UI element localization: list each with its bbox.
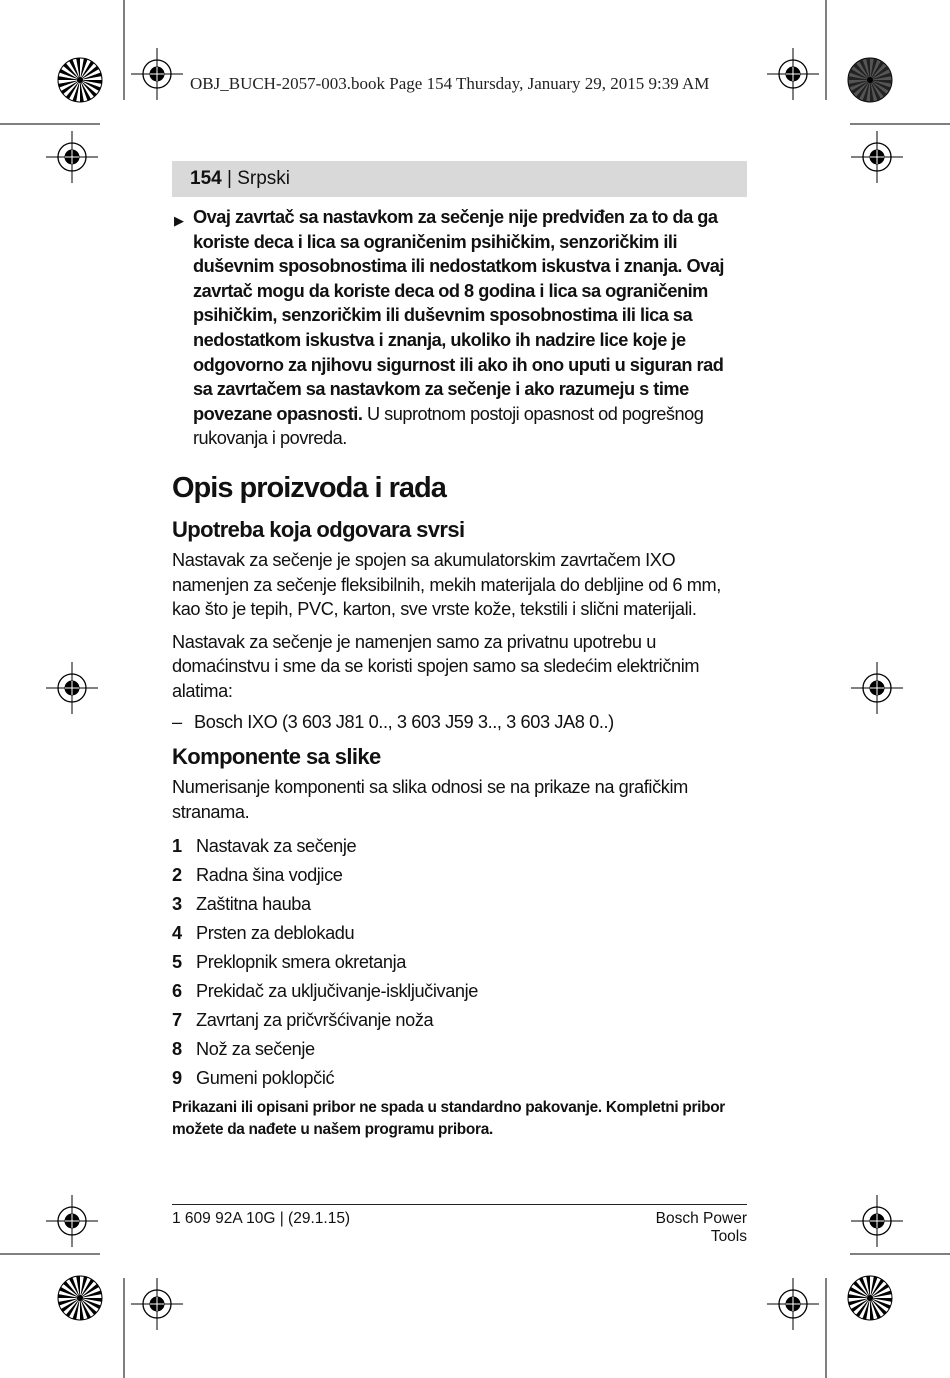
registration-crosshair-icon	[131, 48, 183, 100]
registration-crosshair-icon	[767, 1278, 819, 1330]
item-label: Zavrtanj za pričvršćivanje noža	[196, 1010, 434, 1031]
page-header	[172, 161, 747, 197]
registration-star-icon	[848, 1276, 892, 1320]
page-content	[172, 205, 747, 1141]
list-item	[172, 948, 747, 977]
item-number: 1	[172, 836, 182, 857]
item-number: 8	[172, 1039, 182, 1060]
item-number: 6	[172, 981, 182, 1002]
item-label: Prekidač za uključivanje-isključivanje	[196, 981, 478, 1002]
item-label: Preklopnik smera okretanja	[196, 952, 406, 973]
list-item	[172, 1035, 747, 1064]
registration-crosshair-icon	[46, 662, 98, 714]
registration-crosshair-icon	[851, 662, 903, 714]
intended-use-paragraph-2: Nastavak za sečenje je namenjen samo za privatnu upotrebu u domaćinstvu i sme da se koristi spojen samo sa sledećim električnim alatima:	[172, 631, 700, 701]
item-label: Gumeni poklopčić	[196, 1068, 335, 1089]
list-item	[172, 1064, 747, 1093]
item-number: 3	[172, 894, 182, 915]
tool-list-item	[172, 710, 747, 735]
footer-rule	[172, 1204, 747, 1205]
dash-bullet: –	[172, 711, 182, 732]
header-separator: |	[221, 168, 238, 189]
item-number: 7	[172, 1010, 182, 1031]
warning-bold-text: Ovaj zavrtač sa nastavkom za sečenje nije predviđen za to da ga koriste deca i lica sa ograničenim psihičkim, senzoričkim ili duševnim sposobnostima ili nedostatkom iskustva i znanja. Ovaj zavrtač mogu da koriste deca od 8 godina i lica sa ograničenim psihičkim, senzoričkim ili duševnim sposobnostima ili lica sa nedostatkom iskustva i znanja, ukoliko ih nadzire lice koje je odgovorno za njihovu sigurnost ili ako ih ono uputi u siguran rad sa zavrtačem sa nastavkom za sečenje i ako razumeju s time povezane opasnosti.	[193, 207, 724, 424]
page-number: 154	[190, 168, 222, 189]
item-label: Radna šina vodjice	[196, 865, 343, 886]
list-item	[172, 861, 747, 890]
intended-use-paragraph-1: Nastavak za sečenje je spojen sa akumulatorskim zavrtačem IXO namenjen za sečenje fleksibilnih, mekih materijala do debljine od 6 mm, kao što je tepih, PVC, karton, sve vrste kože, tekstili i slični materijali.	[172, 549, 721, 620]
item-label: Zaštitna hauba	[196, 894, 311, 915]
registration-crosshair-icon	[46, 1195, 98, 1247]
footer-document-code: 1 609 92A 10G | (29.1.15)	[172, 1210, 351, 1227]
components-intro: Numerisanje komponenti sa slika odnosi se na prikaze na grafičkim stranama.	[172, 777, 688, 822]
list-item	[172, 1006, 747, 1035]
list-item	[172, 890, 747, 919]
book-info-line: OBJ_BUCH-2057-003.book Page 154 Thursday, January 29, 2015 9:39 AM	[190, 74, 710, 93]
intended-use-heading: Upotreba koja odgovara svrsi	[172, 516, 465, 542]
registration-crosshair-icon	[46, 131, 98, 183]
list-item	[172, 832, 747, 861]
tool-list-text: Bosch IXO (3 603 J81 0.., 3 603 J59 3.., 3 603 JA8 0..)	[194, 711, 614, 732]
registration-crosshair-icon	[767, 48, 819, 100]
registration-star-icon	[848, 58, 892, 102]
triangle-bullet-icon: ▶	[174, 213, 184, 228]
item-number: 2	[172, 865, 182, 886]
header-language: Srpski	[237, 168, 290, 189]
registration-star-icon	[58, 58, 102, 102]
item-number: 9	[172, 1068, 182, 1089]
registration-crosshair-icon	[851, 1195, 903, 1247]
item-label: Nož za sečenje	[196, 1039, 315, 1060]
registration-crosshair-icon	[131, 1278, 183, 1330]
list-item	[172, 977, 747, 1006]
components-heading: Komponente sa slike	[172, 744, 381, 770]
warning-normal-text: U suprotnom postoji opasnost od pogrešnog rukovanja i povreda.	[193, 403, 704, 449]
warning-paragraph	[172, 205, 747, 451]
item-label: Prsten za deblokadu	[196, 923, 355, 944]
item-number: 5	[172, 952, 182, 973]
footer-brand: Bosch Power Tools	[655, 1210, 747, 1245]
accessory-note: Prikazani ili opisani pribor ne spada u standardno pakovanje. Kompletni pribor možete da nađete u našem programu pribora.	[172, 1099, 725, 1139]
registration-crosshair-icon	[851, 131, 903, 183]
components-list	[172, 832, 747, 1093]
item-label: Nastavak za sečenje	[196, 836, 357, 857]
registration-star-icon	[58, 1276, 102, 1320]
item-number: 4	[172, 923, 182, 944]
list-item	[172, 919, 747, 948]
section-title: Opis proizvoda i rada	[172, 471, 446, 504]
